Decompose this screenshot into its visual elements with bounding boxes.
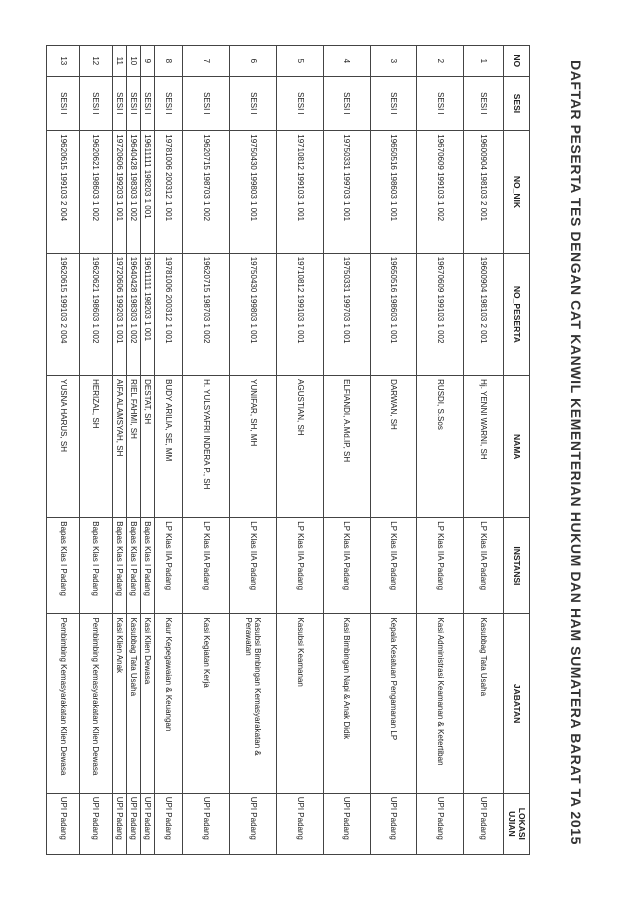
- row-no: 1: [464, 46, 504, 77]
- row-no: 6: [230, 46, 277, 77]
- table-row: [126, 46, 140, 855]
- row-peserta: 19650516 198603 1 001: [370, 253, 417, 375]
- row-instansi: LP Klas IIA Padang: [323, 518, 370, 614]
- row-instansi: LP Klas IIA Padang: [370, 518, 417, 614]
- row-jabatan: Kasubsi Bimbingan Kemasyarakatan & Perawatan: [230, 614, 277, 793]
- row-lokasi: UPI Padang: [141, 793, 155, 854]
- column-header-jabatan: JABATAN: [504, 614, 530, 793]
- row-nik: 19781006 200312 1 001: [155, 131, 183, 253]
- row-lokasi: UPI Padang: [183, 793, 230, 854]
- row-lokasi: UPI Padang: [370, 793, 417, 854]
- row-sesi: SESI I: [323, 76, 370, 131]
- row-nik: 19670609 199103 1 002: [417, 131, 464, 253]
- row-nik: 19720606 199203 1 001: [112, 131, 126, 253]
- row-no: 2: [417, 46, 464, 77]
- column-header-instansi: INSTANSI: [504, 518, 530, 614]
- row-nama: H. YULSYAFRI INDERA P., SH: [183, 376, 230, 518]
- row-sesi: SESI I: [126, 76, 140, 131]
- column-header-peserta: NO_PESERTA: [504, 253, 530, 375]
- row-nik: 19650516 198603 1 001: [370, 131, 417, 253]
- row-sesi: SESI I: [183, 76, 230, 131]
- row-lokasi: UPI Padang: [112, 793, 126, 854]
- row-instansi: LP Klas IIA Padang: [230, 518, 277, 614]
- row-jabatan: Kepala Kesatuan Pengamanan LP: [370, 614, 417, 793]
- row-peserta: 19670609 199103 1 002: [417, 253, 464, 375]
- row-nama: DARWAN, SH: [370, 376, 417, 518]
- row-nama: BUDY ARILIA, SE, MM: [155, 376, 183, 518]
- row-sesi: SESI I: [141, 76, 155, 131]
- table-header-row: [504, 46, 530, 855]
- row-jabatan: Kasi Bimbingan Napi & Anak Didik: [323, 614, 370, 793]
- table-row: [464, 46, 504, 855]
- row-sesi: SESI I: [47, 76, 80, 131]
- row-instansi: Bapas Klas I Padang: [141, 518, 155, 614]
- row-sesi: SESI I: [155, 76, 183, 131]
- table-row: [417, 46, 464, 855]
- row-instansi: Bapas Klas I Padang: [126, 518, 140, 614]
- row-nik: 19640428 198303 1 002: [126, 131, 140, 253]
- row-nik: 19600904 198103 2 001: [464, 131, 504, 253]
- row-nama: ELFIANDI, A.Md.IP, SH: [323, 376, 370, 518]
- participant-table: [46, 45, 530, 855]
- table-row: [323, 46, 370, 855]
- row-nama: AIFA ALAMSYAH, SH: [112, 376, 126, 518]
- row-lokasi: UPI Padang: [323, 793, 370, 854]
- row-peserta: 19781006 200312 1 001: [155, 253, 183, 375]
- row-lokasi: UPI Padang: [79, 793, 112, 854]
- row-instansi: Bapas Klas I Padang: [47, 518, 80, 614]
- row-no: 8: [155, 46, 183, 77]
- row-jabatan: Kasi Klien Dewasa: [141, 614, 155, 793]
- row-sesi: SESI I: [277, 76, 324, 131]
- row-nik: 19620615 199103 2 004: [47, 131, 80, 253]
- row-nama: RUSDI, S.Sos: [417, 376, 464, 518]
- row-jabatan: Kasi Administrasi Keamanan & Ketertiban: [417, 614, 464, 793]
- row-no: 10: [126, 46, 140, 77]
- row-lokasi: UPI Padang: [230, 793, 277, 854]
- row-no: 9: [141, 46, 155, 77]
- table-row: [112, 46, 126, 855]
- row-no: 3: [370, 46, 417, 77]
- table-row: [47, 46, 80, 855]
- row-no: 5: [277, 46, 324, 77]
- row-nik: 19750331 199703 1 001: [323, 131, 370, 253]
- row-nik: 19750430 199803 1 001: [230, 131, 277, 253]
- row-instansi: LP Klas IIA Padang: [183, 518, 230, 614]
- table-row: [183, 46, 230, 855]
- row-no: 11: [112, 46, 126, 77]
- row-lokasi: UPI Padang: [464, 793, 504, 854]
- table-row: [141, 46, 155, 855]
- row-lokasi: UPI Padang: [155, 793, 183, 854]
- row-no: 12: [79, 46, 112, 77]
- row-peserta: 19620621 198603 1 002: [79, 253, 112, 375]
- row-peserta: 19710812 199103 1 001: [277, 253, 324, 375]
- row-sesi: SESI I: [79, 76, 112, 131]
- row-sesi: SESI I: [464, 76, 504, 131]
- column-header-sesi: SESI: [504, 76, 530, 131]
- row-no: 7: [183, 46, 230, 77]
- row-peserta: 19720606 199203 1 001: [112, 253, 126, 375]
- row-lokasi: UPI Padang: [47, 793, 80, 854]
- row-nama: DESTAT, SH: [141, 376, 155, 518]
- row-jabatan: Pembimbing Kemasyarakatan Klien Dewasa: [79, 614, 112, 793]
- row-nik: 19620621 198603 1 002: [79, 131, 112, 253]
- row-instansi: LP Klas IIA Padang: [277, 518, 324, 614]
- table-row: [230, 46, 277, 855]
- row-peserta: 19611111 198203 1 001: [141, 253, 155, 375]
- row-sesi: SESI I: [230, 76, 277, 131]
- row-jabatan: Kasubbag Tata Usaha: [126, 614, 140, 793]
- row-instansi: Bapas Klas I Padang: [79, 518, 112, 614]
- row-no: 13: [47, 46, 80, 77]
- row-lokasi: UPI Padang: [277, 793, 324, 854]
- row-nama: RIEL FAHMI, SH: [126, 376, 140, 518]
- table-body: [47, 46, 504, 855]
- column-header-nama: NAMA: [504, 376, 530, 518]
- table-row: [155, 46, 183, 855]
- row-sesi: SESI I: [417, 76, 464, 131]
- row-lokasi: UPI Padang: [126, 793, 140, 854]
- row-jabatan: Kaur Kepegawaian & Keuangan: [155, 614, 183, 793]
- row-jabatan: Pembimbing Kemasyarakatan Klien Dewasa: [47, 614, 80, 793]
- row-peserta: 19640428 198303 1 002: [126, 253, 140, 375]
- document-title: DAFTAR PESERTA TES DENGAN CAT KANWIL KEMENTERIAN HUKUM DAN HAM SUMATERA BARAT TA 2015: [568, 60, 584, 845]
- row-instansi: LP Klas IIA Padang: [417, 518, 464, 614]
- row-sesi: SESI I: [370, 76, 417, 131]
- row-instansi: LP Klas IIA Padang: [464, 518, 504, 614]
- row-instansi: Bapas Klas I Padang: [112, 518, 126, 614]
- row-no: 4: [323, 46, 370, 77]
- row-nama: YUSNA HARUS, SH: [47, 376, 80, 518]
- table-row: [79, 46, 112, 855]
- table-row: [370, 46, 417, 855]
- row-sesi: SESI I: [112, 76, 126, 131]
- column-header-lokasi: LOKASI UJIAN: [504, 793, 530, 854]
- row-peserta: 19600904 198103 2 001: [464, 253, 504, 375]
- column-header-nik: NO_NIK: [504, 131, 530, 253]
- row-lokasi: UPI Padang: [417, 793, 464, 854]
- row-jabatan: Kasubbag Tata Usaha: [464, 614, 504, 793]
- row-peserta: 19620615 199103 2 004: [47, 253, 80, 375]
- row-jabatan: Kasubsi Keamanan: [277, 614, 324, 793]
- row-nama: Hj. YENNI WARNI, SH: [464, 376, 504, 518]
- row-nik: 19611111 198203 1 001: [141, 131, 155, 253]
- row-nama: AGUSTIAN, SH: [277, 376, 324, 518]
- row-nik: 19710812 199103 1 001: [277, 131, 324, 253]
- row-instansi: LP Klas IIA Padang: [155, 518, 183, 614]
- row-peserta: 19750331 199703 1 001: [323, 253, 370, 375]
- row-jabatan: Kasi Kegiatan Kerja: [183, 614, 230, 793]
- row-nama: YUNIFAR, SH, MH: [230, 376, 277, 518]
- row-nik: 19620715 198703 1 002: [183, 131, 230, 253]
- table-row: [277, 46, 324, 855]
- row-nama: HERIZAL, SH: [79, 376, 112, 518]
- row-peserta: 19620715 198703 1 002: [183, 253, 230, 375]
- row-jabatan: Kasi Klien Anak: [112, 614, 126, 793]
- column-header-no: NO: [504, 46, 530, 77]
- row-peserta: 19750430 199803 1 001: [230, 253, 277, 375]
